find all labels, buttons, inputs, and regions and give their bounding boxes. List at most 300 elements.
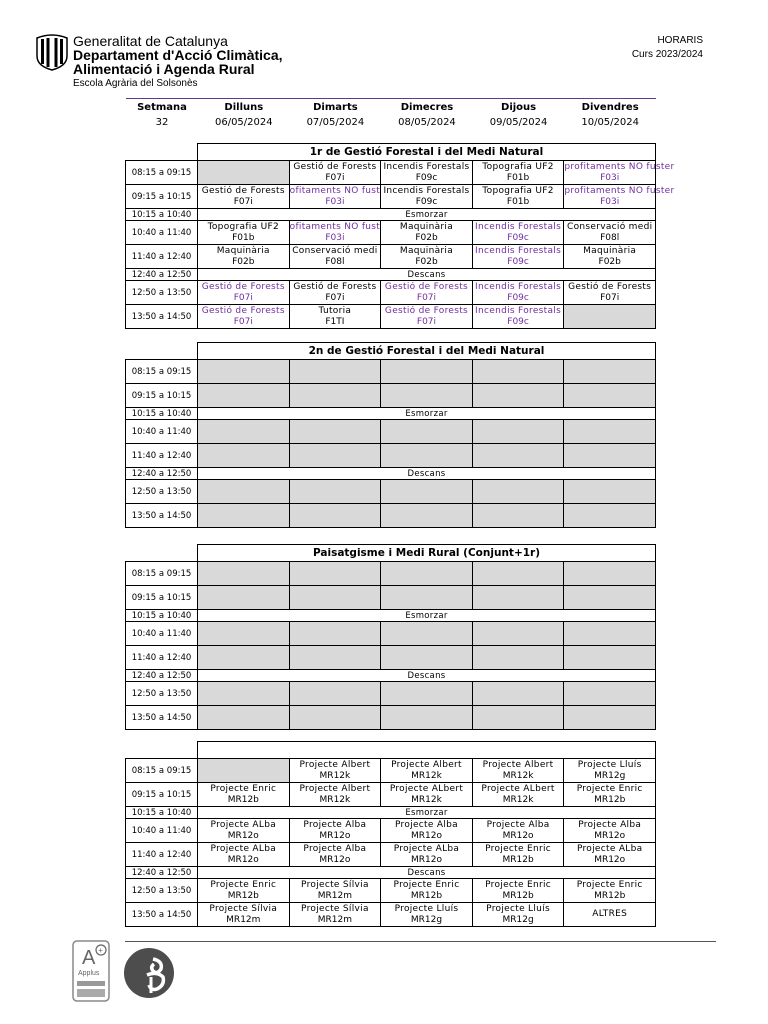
subject-name: Maquinària xyxy=(399,245,454,256)
time-slot: 12:40 a 12:50 xyxy=(126,269,198,281)
class-cell xyxy=(564,843,656,867)
empty-slot-cell xyxy=(472,504,564,528)
subject-code: MR12b xyxy=(227,890,259,901)
footer-divider xyxy=(125,941,716,942)
empty-slot-cell xyxy=(381,480,473,504)
class-cell xyxy=(381,305,473,329)
time-slot: 09:15 a 10:15 xyxy=(126,783,198,807)
date-monday: 06/05/2024 xyxy=(214,117,273,128)
subject-code: F07i xyxy=(233,196,253,207)
class-cell xyxy=(472,185,564,209)
subject-code: F02b xyxy=(232,256,255,267)
time-slot: 10:15 a 10:40 xyxy=(126,807,198,819)
time-slot-row xyxy=(126,843,656,867)
empty-slot-cell xyxy=(472,706,564,730)
class-cell xyxy=(381,281,473,305)
empty-slot-cell xyxy=(289,504,381,528)
subject-name: Incendis Forestals xyxy=(475,305,562,316)
subject-name: Projecte Lluís xyxy=(577,759,642,770)
class-cell xyxy=(289,305,381,329)
time-slot-row xyxy=(126,281,656,305)
empty-slot-cell xyxy=(289,420,381,444)
subject-name: Topografia UF2 xyxy=(482,185,554,196)
day-header-tuesday: Dimarts xyxy=(313,102,358,113)
empty-slot-cell xyxy=(381,622,473,646)
week-header: Setmana xyxy=(137,102,187,113)
time-slot: 13:50 a 14:50 xyxy=(126,305,198,329)
empty-slot-cell xyxy=(198,622,290,646)
empty-slot-cell xyxy=(198,480,290,504)
empty-slot-cell xyxy=(198,360,290,384)
empty-slot-cell xyxy=(564,504,656,528)
time-slot: 09:15 a 10:15 xyxy=(126,384,198,408)
subject-code: F03i xyxy=(600,172,620,183)
subject-code: MR12o xyxy=(319,830,351,841)
time-slot: 12:50 a 13:50 xyxy=(126,682,198,706)
class-cell xyxy=(564,879,656,903)
time-slot-row xyxy=(126,185,656,209)
class-cell xyxy=(472,221,564,245)
time-slot-row xyxy=(126,819,656,843)
subject-code: MR12g xyxy=(594,770,626,781)
empty-slot-cell xyxy=(381,444,473,468)
class-cell xyxy=(472,879,564,903)
class-cell xyxy=(564,819,656,843)
subject-name: Conservació medi xyxy=(566,221,653,232)
time-slot-row xyxy=(126,903,656,927)
empty-slot-cell xyxy=(472,360,564,384)
class-cell xyxy=(381,221,473,245)
time-slot: 08:15 a 09:15 xyxy=(126,161,198,185)
break-label: Descans xyxy=(198,468,656,480)
schedule-grid xyxy=(125,544,656,730)
class-cell xyxy=(564,281,656,305)
subject-name: Topografia UF2 xyxy=(482,161,554,172)
class-cell xyxy=(198,185,290,209)
class-cell xyxy=(198,245,290,269)
schedule-table-3 xyxy=(125,544,656,730)
class-cell xyxy=(472,819,564,843)
subject-code: F09c xyxy=(415,196,438,207)
time-slot: 12:40 a 12:50 xyxy=(126,867,198,879)
date-wednesday: 08/05/2024 xyxy=(398,117,456,128)
subject-code: F07i xyxy=(325,292,345,303)
subject-name: ofitaments NO fust xyxy=(289,221,381,232)
subject-code: F1TI xyxy=(325,316,345,327)
subject-name: profitaments NO fuster xyxy=(564,185,675,196)
empty-slot-cell xyxy=(381,646,473,670)
subject-name: Incendis Forestals xyxy=(475,245,562,256)
empty-slot-cell xyxy=(381,504,473,528)
subject-code: MR12o xyxy=(594,830,626,841)
organization-name xyxy=(73,34,283,91)
class-cell xyxy=(198,783,290,807)
subject-name: Projecte Albert xyxy=(482,759,554,770)
subject-code: MR12k xyxy=(319,794,351,805)
subject-code: MR12b xyxy=(594,890,626,901)
class-cell xyxy=(381,161,473,185)
class-cell xyxy=(472,161,564,185)
subject-code: F07i xyxy=(416,316,437,327)
week-number: 32 xyxy=(155,117,169,128)
empty-slot-cell xyxy=(289,480,381,504)
time-slot: 11:40 a 12:40 xyxy=(126,646,198,670)
time-slot-row xyxy=(126,759,656,783)
class-cell xyxy=(381,819,473,843)
empty-slot-cell xyxy=(472,622,564,646)
subject-name: Incendis Forestals xyxy=(475,221,562,232)
subject-code: F01b xyxy=(506,172,530,183)
class-cell xyxy=(198,843,290,867)
empty-slot-cell xyxy=(198,646,290,670)
empty-slot-cell xyxy=(472,586,564,610)
schedule-grid xyxy=(125,741,656,927)
svg-text:+: + xyxy=(98,946,103,955)
day-header-wednesday: Dimecres xyxy=(400,102,454,113)
subject-code: F01b xyxy=(232,232,255,243)
empty-slot-cell xyxy=(472,444,564,468)
subject-name: Projecte Sílvia xyxy=(301,879,369,890)
break-label: Descans xyxy=(198,269,656,281)
break-row xyxy=(126,807,656,819)
class-cell xyxy=(289,245,381,269)
empty-slot-cell xyxy=(381,682,473,706)
empty-slot-cell xyxy=(198,682,290,706)
empty-slot-cell xyxy=(198,504,290,528)
empty-slot-cell xyxy=(564,646,656,670)
document-title: HORARIS xyxy=(657,35,703,46)
subject-code: F09c xyxy=(507,316,529,327)
applus-text: Applus xyxy=(78,970,100,977)
subject-code: F07i xyxy=(233,292,253,303)
subject-name: Projecte Enric xyxy=(485,879,552,890)
subject-name: Projecte ALba xyxy=(576,843,643,854)
class-cell xyxy=(472,903,564,927)
time-slot: 10:40 a 11:40 xyxy=(126,622,198,646)
break-row xyxy=(126,867,656,879)
subject-name: Maquinària xyxy=(399,221,454,232)
corner-blank xyxy=(126,742,198,759)
subject-name: Projecte ALba xyxy=(393,843,460,854)
empty-slot-cell xyxy=(564,360,656,384)
date-tuesday: 07/05/2024 xyxy=(306,117,365,128)
class-cell xyxy=(198,819,290,843)
subject-code: MR12o xyxy=(410,854,442,865)
subject-name: Projecte Enric xyxy=(485,843,552,854)
time-slot-row xyxy=(126,420,656,444)
empty-slot-cell xyxy=(564,444,656,468)
empty-slot-cell xyxy=(289,444,381,468)
break-label: Esmorzar xyxy=(198,610,656,622)
empty-slot-cell xyxy=(564,682,656,706)
class-cell xyxy=(289,281,381,305)
time-slot: 10:15 a 10:40 xyxy=(126,408,198,420)
subject-name: Gestió de Forests xyxy=(201,305,285,316)
generalitat-logo-icon xyxy=(35,34,69,70)
empty-slot-cell xyxy=(289,562,381,586)
break-row xyxy=(126,408,656,420)
time-slot: 11:40 a 12:40 xyxy=(126,843,198,867)
break-row xyxy=(126,670,656,682)
subject-name: ofitaments NO fust xyxy=(289,185,381,196)
subject-code: MR12k xyxy=(502,770,534,781)
schedule-grid xyxy=(125,143,675,329)
subject-code: F09c xyxy=(507,232,529,243)
subject-code: F09c xyxy=(415,172,438,183)
subject-code: F01b xyxy=(506,196,530,207)
day-header-monday: Dilluns xyxy=(224,102,264,113)
time-slot-row xyxy=(126,586,656,610)
subject-code: MR12k xyxy=(411,794,442,805)
subject-code: MR12g xyxy=(502,914,534,925)
class-cell xyxy=(564,783,656,807)
subject-code: F03i xyxy=(600,196,620,207)
subject-code: F07i xyxy=(233,316,253,327)
class-cell xyxy=(381,843,473,867)
empty-slot-cell xyxy=(198,759,290,783)
schedule-table-4 xyxy=(125,741,656,927)
subject-name: Projecte Alba xyxy=(578,819,642,830)
subject-name: Maquinària xyxy=(583,245,637,256)
subject-code: F09c xyxy=(507,292,529,303)
time-slot: 12:40 a 12:50 xyxy=(126,468,198,480)
subject-name: Projecte Alba xyxy=(486,819,550,830)
subject-name: Projecte Lluís xyxy=(486,903,550,914)
class-cell xyxy=(381,245,473,269)
time-slot-row xyxy=(126,706,656,730)
time-slot: 10:15 a 10:40 xyxy=(126,610,198,622)
time-slot-row xyxy=(126,783,656,807)
class-cell xyxy=(564,161,675,185)
time-slot-row xyxy=(126,161,656,185)
subject-name: profitaments NO fuster xyxy=(564,161,675,172)
break-row xyxy=(126,610,656,622)
time-slot-row xyxy=(126,305,656,329)
subject-code: MR12k xyxy=(319,770,351,781)
time-slot-row xyxy=(126,504,656,528)
subject-code: F07i xyxy=(325,172,345,183)
time-slot: 13:50 a 14:50 xyxy=(126,706,198,730)
empty-slot-cell xyxy=(564,420,656,444)
class-cell xyxy=(198,281,290,305)
class-cell xyxy=(564,185,675,209)
subject-name: Projecte ALba xyxy=(210,819,277,830)
time-slot: 09:15 a 10:15 xyxy=(126,586,198,610)
class-cell xyxy=(564,245,656,269)
subject-name: Projecte Sílvia xyxy=(301,903,369,914)
subject-name: Projecte Sílvia xyxy=(209,903,278,914)
class-cell xyxy=(289,185,381,209)
subject-code: MR12m xyxy=(317,890,353,901)
class-cell xyxy=(289,759,381,783)
empty-slot-cell xyxy=(198,161,290,185)
subject-name: Projecte Lluís xyxy=(394,903,459,914)
subject-name: Projecte ALbert xyxy=(481,783,555,794)
time-slot: 08:15 a 09:15 xyxy=(126,360,198,384)
class-cell xyxy=(289,783,381,807)
time-slot-row xyxy=(126,480,656,504)
date-thursday: 09/05/2024 xyxy=(489,117,548,128)
time-slot: 12:50 a 13:50 xyxy=(126,281,198,305)
time-slot-row xyxy=(126,384,656,408)
group-title: 2n de Gestió Forestal i del Medi Natural xyxy=(198,343,656,360)
subject-name: Projecte Alba xyxy=(394,819,458,830)
empty-slot-cell xyxy=(472,420,564,444)
corner-blank xyxy=(126,144,198,161)
time-slot-row xyxy=(126,682,656,706)
subject-code: F02b xyxy=(415,232,438,243)
class-cell xyxy=(381,783,473,807)
subject-name: Projecte Albert xyxy=(299,783,371,794)
time-slot: 10:15 a 10:40 xyxy=(126,209,198,221)
subject-name: Tutoria xyxy=(318,305,352,316)
empty-slot-cell xyxy=(564,384,656,408)
class-cell xyxy=(198,305,290,329)
escola-logo-icon xyxy=(123,947,175,999)
subject-name: Topografia UF2 xyxy=(207,221,279,232)
empty-slot-cell xyxy=(472,384,564,408)
time-slot-row xyxy=(126,245,656,269)
time-slot-row xyxy=(126,444,656,468)
subject-code: F07i xyxy=(600,292,620,303)
subject-name: Maquinària xyxy=(216,245,270,256)
subject-name: Gestió de Forests xyxy=(384,281,469,292)
org-line-2: Departament d'Acció Climàtica, xyxy=(73,47,283,63)
subject-code: MR12k xyxy=(411,770,442,781)
empty-slot-cell xyxy=(289,384,381,408)
time-slot: 10:40 a 11:40 xyxy=(126,420,198,444)
time-slot: 09:15 a 10:15 xyxy=(126,185,198,209)
group-title xyxy=(198,742,656,759)
subject-code: MR12b xyxy=(502,854,534,865)
time-slot: 12:40 a 12:50 xyxy=(126,670,198,682)
time-slot-row xyxy=(126,646,656,670)
break-label: Descans xyxy=(198,867,656,879)
empty-slot-cell xyxy=(472,682,564,706)
class-cell xyxy=(472,783,564,807)
subject-code: MR12b xyxy=(410,890,443,901)
subject-name: Gestió de Forests xyxy=(201,185,285,196)
time-slot-row xyxy=(126,360,656,384)
subject-name: Projecte Enric xyxy=(210,783,277,794)
class-cell xyxy=(289,903,381,927)
empty-slot-cell xyxy=(289,360,381,384)
time-slot: 12:50 a 13:50 xyxy=(126,480,198,504)
class-cell xyxy=(472,759,564,783)
subject-code: F02b xyxy=(598,256,621,267)
break-row xyxy=(126,269,656,281)
class-cell xyxy=(564,221,656,245)
class-cell xyxy=(289,221,381,245)
org-line-1: Generalitat de Catalunya xyxy=(73,33,228,49)
subject-name: Projecte Albert xyxy=(299,759,371,770)
schedule-grid xyxy=(125,342,656,528)
school-name: Escola Agrària del Solsonès xyxy=(73,78,198,89)
subject-code: F07i xyxy=(416,292,437,303)
empty-slot-cell xyxy=(381,384,473,408)
subject-name: Projecte ALba xyxy=(210,843,277,854)
time-slot: 11:40 a 12:40 xyxy=(126,444,198,468)
course-year: Curs 2023/2024 xyxy=(631,49,703,60)
subject-code: MR12o xyxy=(319,854,351,865)
empty-slot-cell xyxy=(472,480,564,504)
class-cell xyxy=(198,221,290,245)
empty-slot-cell xyxy=(198,444,290,468)
empty-slot-cell xyxy=(289,622,381,646)
subject-code: MR12o xyxy=(502,830,534,841)
subject-name: ALTRES xyxy=(592,909,628,919)
time-slot: 10:40 a 11:40 xyxy=(126,221,198,245)
class-cell xyxy=(472,305,564,329)
subject-name: Projecte Enric xyxy=(576,783,643,794)
empty-slot-cell xyxy=(198,586,290,610)
class-cell xyxy=(381,759,473,783)
group-title: 1r de Gestió Forestal i del Medi Natural xyxy=(198,144,656,161)
empty-slot-cell xyxy=(198,420,290,444)
subject-name: Incendis Forestals xyxy=(475,281,562,292)
subject-name: Projecte Alba xyxy=(303,819,367,830)
subject-name: Incendis Forestals xyxy=(383,185,470,196)
break-label: Esmorzar xyxy=(198,408,656,420)
empty-slot-cell xyxy=(564,562,656,586)
class-cell xyxy=(198,879,290,903)
empty-slot-cell xyxy=(564,586,656,610)
group-title: Paisatgisme i Medi Rural (Conjunt+1r) xyxy=(198,545,656,562)
class-cell xyxy=(289,819,381,843)
document-title-block xyxy=(632,34,703,62)
class-cell xyxy=(381,879,473,903)
subject-name: Projecte Enric xyxy=(576,879,643,890)
subject-code: MR12o xyxy=(227,830,259,841)
applus-iso-certification-icon xyxy=(72,940,110,1002)
time-slot: 11:40 a 12:40 xyxy=(126,245,198,269)
date-friday: 10/05/2024 xyxy=(581,117,639,128)
subject-name: Projecte Enric xyxy=(210,879,277,890)
time-slot-row xyxy=(126,562,656,586)
subject-code: MR12o xyxy=(227,854,259,865)
subject-code: MR12b xyxy=(594,794,626,805)
subject-code: MR12g xyxy=(410,914,443,925)
schedule-table-1 xyxy=(125,143,675,329)
subject-code: MR12b xyxy=(227,794,259,805)
break-label: Esmorzar xyxy=(198,209,656,221)
subject-code: F03i xyxy=(325,232,345,243)
subject-code: MR12b xyxy=(502,890,534,901)
break-label: Esmorzar xyxy=(198,807,656,819)
subject-name: Projecte ALbert xyxy=(389,783,464,794)
subject-name: Gestió de Forests xyxy=(201,281,285,292)
subject-name: Gestió de Forests xyxy=(384,305,469,316)
empty-slot-cell xyxy=(381,420,473,444)
time-slot-row xyxy=(126,879,656,903)
time-slot: 08:15 a 09:15 xyxy=(126,562,198,586)
break-label: Descans xyxy=(198,670,656,682)
time-slot-row xyxy=(126,622,656,646)
class-cell xyxy=(472,843,564,867)
class-cell xyxy=(289,843,381,867)
empty-slot-cell xyxy=(289,682,381,706)
break-row xyxy=(126,209,656,221)
day-header-thursday: Dijous xyxy=(501,102,537,113)
subject-name: Incendis Forestals xyxy=(383,161,470,172)
subject-name: Projecte Enric xyxy=(393,879,460,890)
class-cell xyxy=(564,759,656,783)
subject-name: Projecte Alba xyxy=(303,843,367,854)
empty-slot-cell xyxy=(381,360,473,384)
empty-slot-cell xyxy=(564,622,656,646)
empty-slot-cell xyxy=(381,706,473,730)
subject-name: Gestió de Forests xyxy=(568,281,652,292)
